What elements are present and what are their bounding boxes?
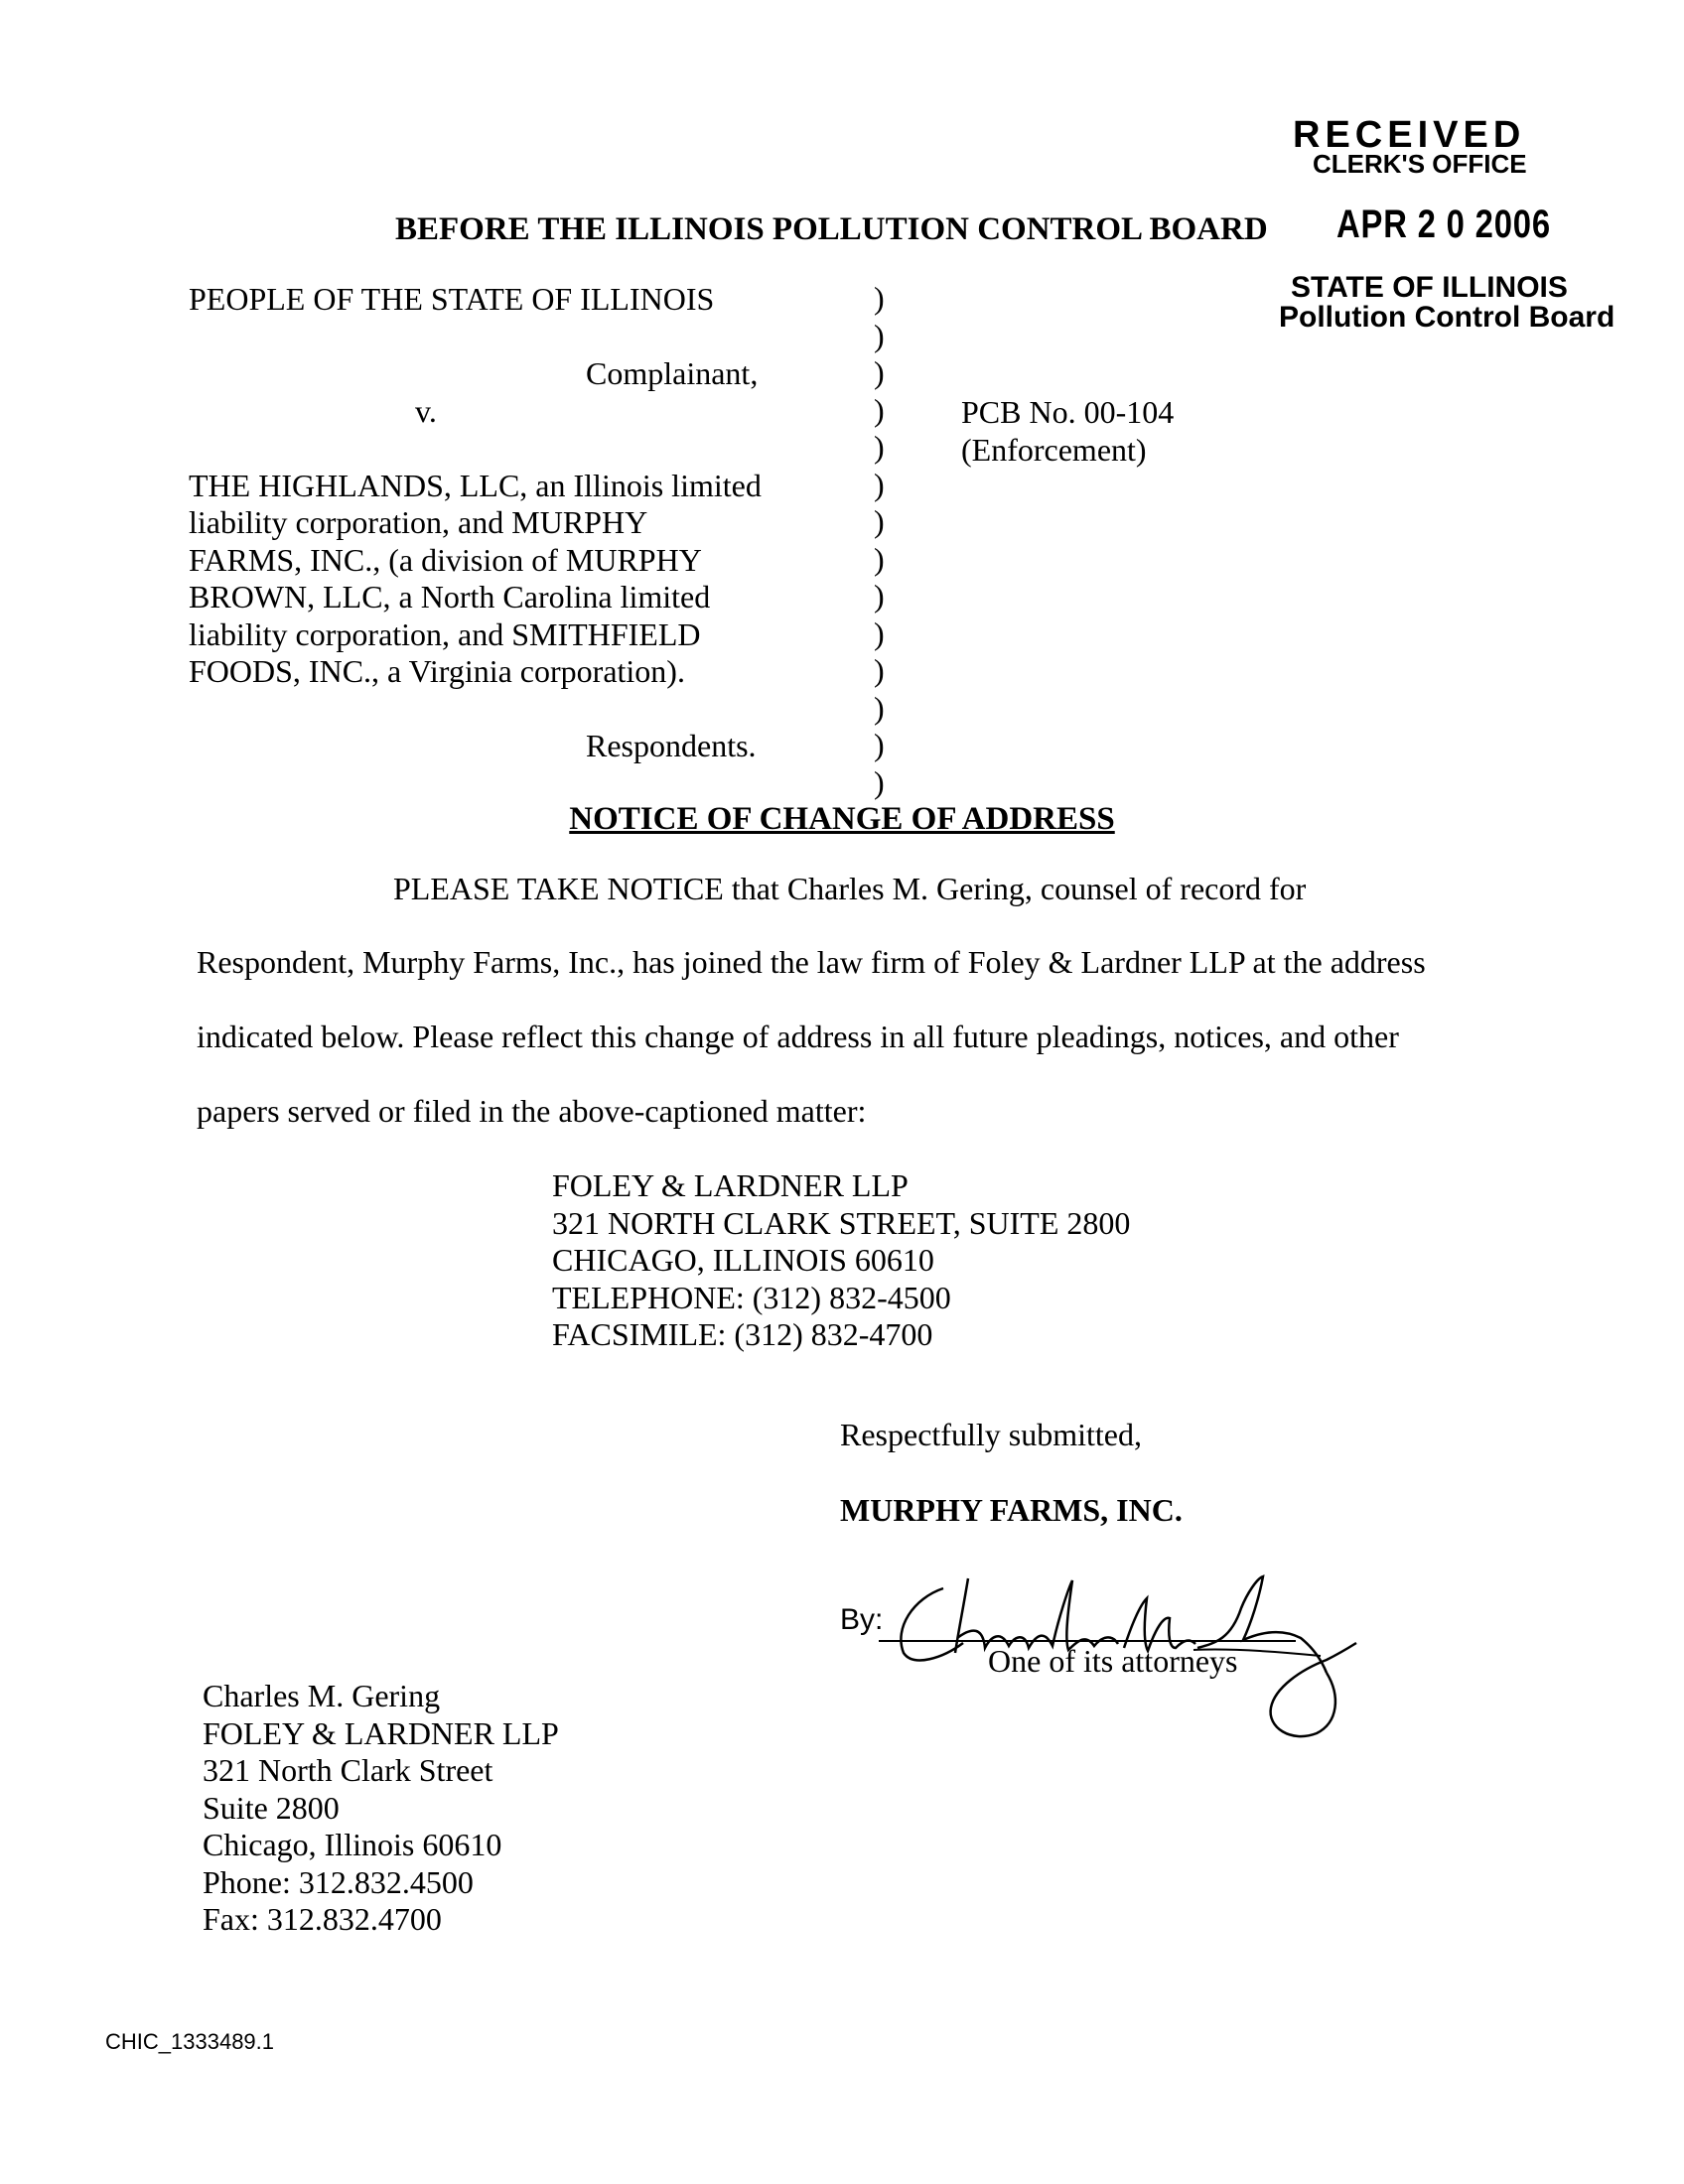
paren: ): [874, 391, 885, 428]
respondent-line: liability corporation, and MURPHY: [189, 504, 648, 540]
paren: ): [874, 466, 885, 502]
address-line: FOLEY & LARDNER LLP: [552, 1167, 909, 1203]
contact-line: Fax: 312.832.4700: [203, 1901, 442, 1937]
stamp-date: APR 2 0 2006: [1336, 203, 1551, 246]
case-type: (Enforcement): [961, 432, 1147, 468]
address-block: [552, 1167, 1130, 1354]
page-title: BEFORE THE ILLINOIS POLLUTION CONTROL BOARD: [395, 211, 1268, 247]
respondent-line: liability corporation, and SMITHFIELD: [189, 616, 701, 652]
contact-line: FOLEY & LARDNER LLP: [203, 1714, 559, 1751]
address-line: CHICAGO, ILLINOIS 60610: [552, 1242, 934, 1278]
complainant-party: PEOPLE OF THE STATE OF ILLINOIS: [189, 281, 715, 317]
paren: ): [874, 652, 885, 688]
paren: ): [874, 429, 885, 465]
respondent-label: Respondents.: [586, 728, 757, 763]
stamp-clerk-office: CLERK'S OFFICE: [1313, 149, 1527, 179]
document-id: CHIC_1333489.1: [105, 2029, 275, 2054]
notice-title: NOTICE OF CHANGE OF ADDRESS: [569, 801, 1115, 837]
body-paragraph-line: PLEASE TAKE NOTICE that Charles M. Gering, counsel of record for: [393, 871, 1307, 906]
stamp-board: Pollution Control Board: [1279, 301, 1615, 334]
closing-firm: MURPHY FARMS, INC.: [840, 1492, 1183, 1528]
contact-line: 321 North Clark Street: [203, 1752, 493, 1788]
case-number-block: [961, 393, 1174, 469]
contact-block: [203, 1678, 559, 1939]
stamp-received: RECEIVED: [1293, 114, 1526, 156]
contact-line: Suite 2800: [203, 1789, 340, 1826]
paren: ): [874, 763, 885, 800]
complainant-label: Complainant,: [586, 355, 759, 391]
body-paragraph-line: Respondent, Murphy Farms, Inc., has joined the law firm of Foley & Lardner LLP at the address: [197, 944, 1426, 980]
address-line: FACSIMILE: (312) 832-4700: [552, 1316, 933, 1352]
address-line: 321 NORTH CLARK STREET, SUITE 2800: [552, 1204, 1131, 1241]
respondent-line: THE HIGHLANDS, LLC, an Illinois limited: [189, 468, 762, 503]
stamp-state: STATE OF ILLINOIS: [1291, 271, 1568, 304]
respondent-line: FOODS, INC., a Virginia corporation).: [189, 653, 685, 689]
respondent-line: FARMS, INC., (a division of MURPHY: [189, 542, 702, 578]
contact-line: Chicago, Illinois 60610: [203, 1827, 502, 1862]
body-paragraph-line: papers served or filed in the above-captioned matter:: [197, 1093, 867, 1129]
signature-caption: One of its attorneys: [988, 1643, 1238, 1679]
versus-label: v.: [415, 393, 437, 429]
paren: ): [874, 614, 885, 651]
paren: ): [874, 280, 885, 316]
paren: ): [874, 503, 885, 539]
by-label: By:: [840, 1603, 884, 1636]
paren: ): [874, 689, 885, 726]
respondent-line: BROWN, LLC, a North Carolina limited: [189, 579, 711, 614]
paren: ): [874, 354, 885, 390]
contact-line: Charles M. Gering: [203, 1678, 441, 1713]
closing-submitted: Respectfully submitted,: [840, 1417, 1142, 1452]
contact-line: Phone: 312.832.4500: [203, 1863, 474, 1900]
paren: ): [874, 727, 885, 762]
caption-parentheses: [874, 280, 885, 801]
case-number: PCB No. 00-104: [961, 394, 1175, 430]
body-paragraph-line: indicated below. Please reflect this change of address in all future pleadings, notices, and other: [197, 1019, 1399, 1054]
paren: ): [874, 578, 885, 614]
paren: ): [874, 540, 885, 577]
address-line: TELEPHONE: (312) 832-4500: [552, 1279, 951, 1315]
paren: ): [874, 317, 885, 353]
